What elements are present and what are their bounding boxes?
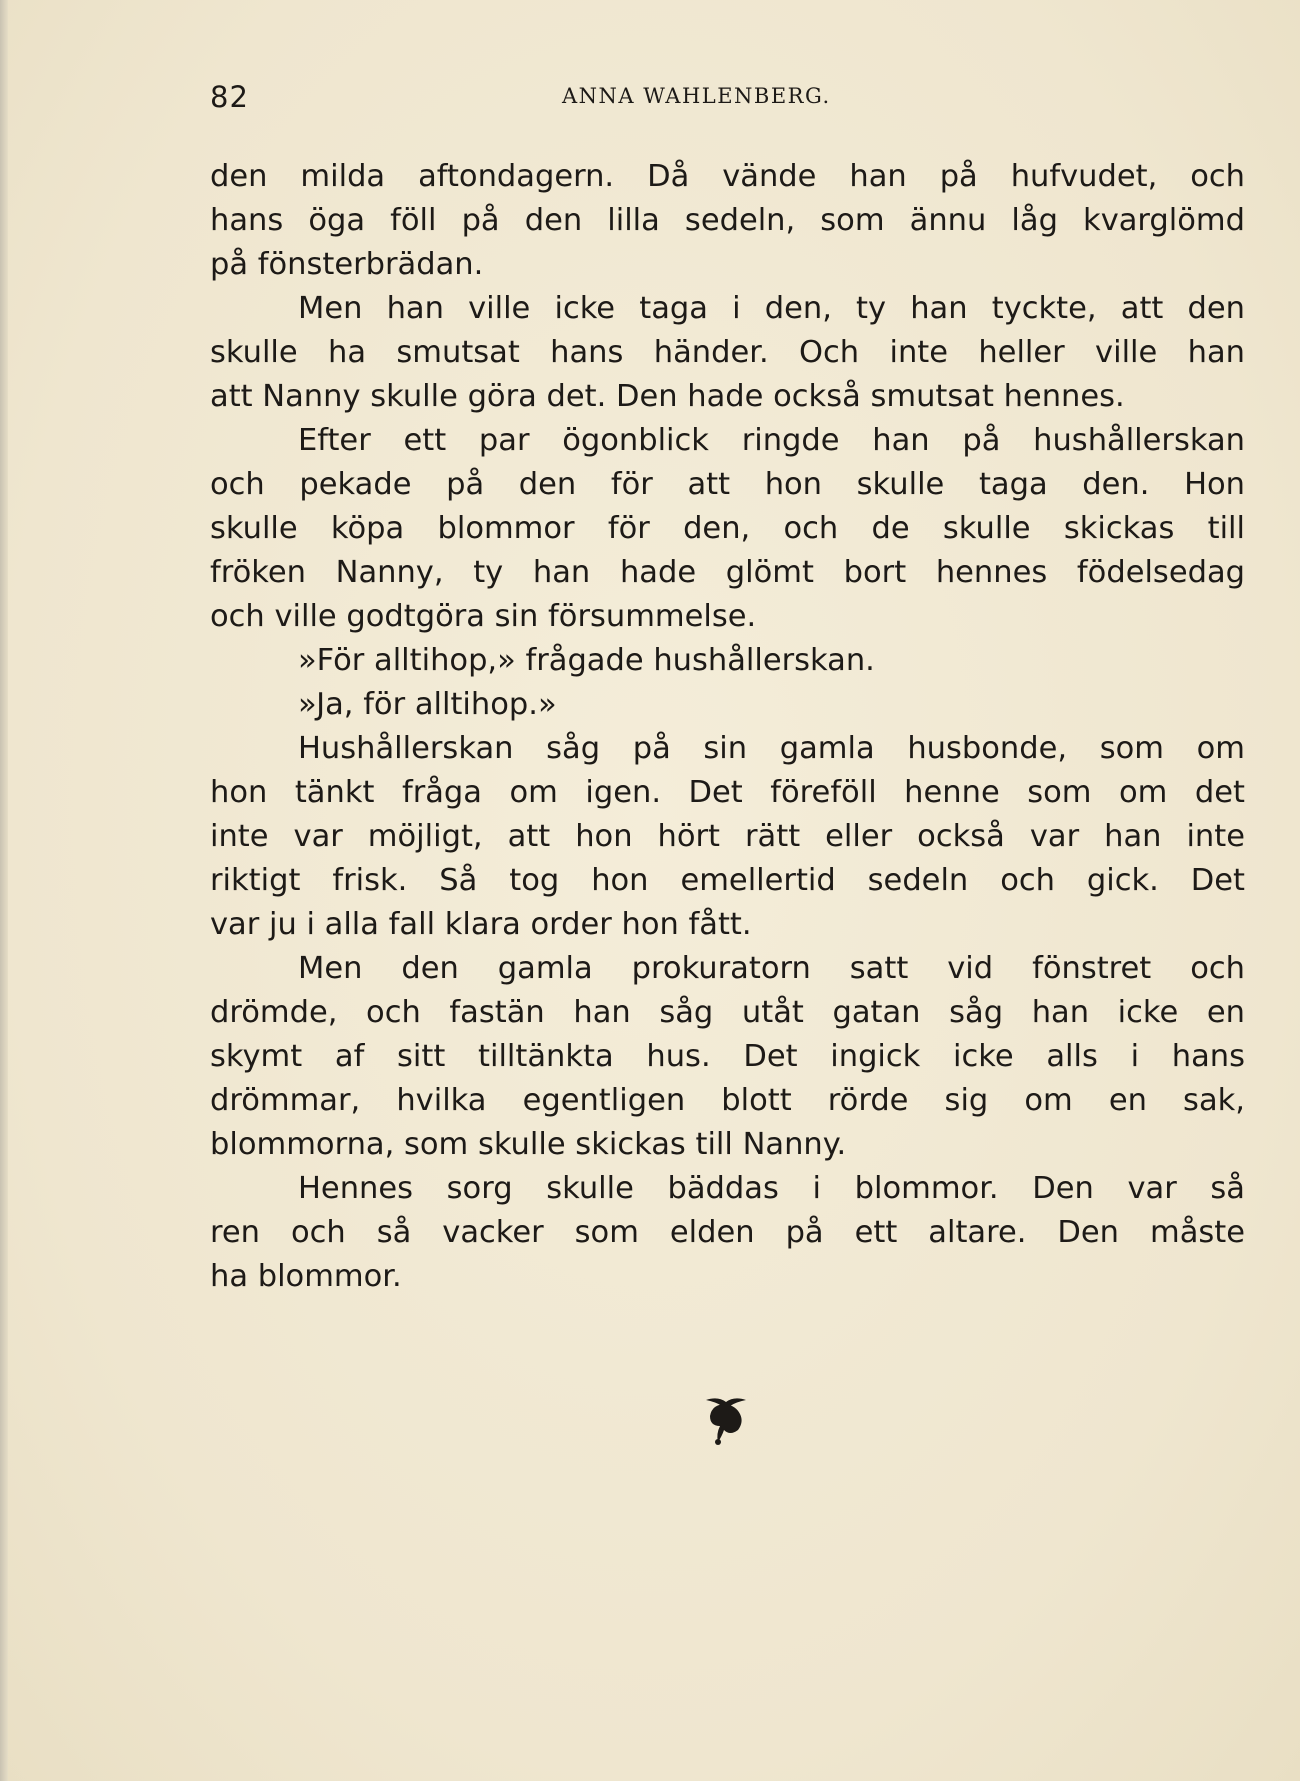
text-line: »Ja, för alltihop.» — [298, 687, 557, 722]
text-line: hon tänkt fråga om igen. Det föreföll henne som om det — [210, 775, 1245, 810]
text-line: Men han ville icke taga i den, ty han tyckte, att den — [298, 291, 1245, 326]
text-line: fröken Nanny, ty han hade glömt bort hennes födelsedag — [210, 555, 1245, 590]
text-line: riktigt frisk. Så tog hon emellertid sedeln och gick. Det — [210, 863, 1245, 898]
body-text — [210, 155, 1245, 1299]
text-line: skymt af sitt tilltänkta hus. Det ingick icke alls i hans — [210, 1039, 1245, 1074]
text-line: var ju i alla fall klara order hon fått. — [210, 907, 752, 942]
text-line: den milda aftondagern. Då vände han på hufvudet, och — [210, 159, 1245, 194]
page-number: 82 — [210, 80, 249, 114]
text-line: och pekade på den för att hon skulle taga den. Hon — [210, 467, 1245, 502]
running-head — [210, 80, 1245, 120]
text-line: på fönsterbrädan. — [210, 247, 484, 282]
text-line: att Nanny skulle göra det. Den hade också smutsat hennes. — [210, 379, 1125, 414]
text-line: Men den gamla prokuratorn satt vid fönstret och — [298, 951, 1245, 986]
page-edge — [0, 0, 8, 1781]
text-line: skulle köpa blommor för den, och de skulle skickas till — [210, 511, 1245, 546]
text-line: Hushållerskan såg på sin gamla husbonde, som om — [298, 731, 1245, 766]
text-line: Efter ett par ögonblick ringde han på hushållerskan — [298, 423, 1245, 458]
text-line: Hennes sorg skulle bäddas i blommor. Den var så — [298, 1171, 1245, 1206]
text-line: och ville godtgöra sin försummelse. — [210, 599, 757, 634]
text-line: »För alltihop,» frågade hushållerskan. — [298, 643, 875, 678]
text-line: ha blommor. — [210, 1259, 402, 1294]
text-line: ren och så vacker som elden på ett altare. Den måste — [210, 1215, 1245, 1250]
text-line: blommorna, som skulle skickas till Nanny. — [210, 1127, 847, 1162]
text-line: drömde, och fastän han såg utåt gatan såg han icke en — [210, 995, 1245, 1030]
text-line: skulle ha smutsat hans händer. Och inte heller ville han — [210, 335, 1245, 370]
running-head-title: ANNA WAHLENBERG. — [562, 84, 831, 108]
text-line: hans öga föll på den lilla sedeln, som ännu låg kvarglömd — [210, 203, 1245, 238]
text-line: inte var möjligt, att hon hört rätt eller också var han inte — [210, 819, 1245, 854]
text-line: drömmar, hvilka egentligen blott rörde sig om en sak, — [210, 1083, 1245, 1118]
fleuron-icon — [696, 1390, 756, 1450]
